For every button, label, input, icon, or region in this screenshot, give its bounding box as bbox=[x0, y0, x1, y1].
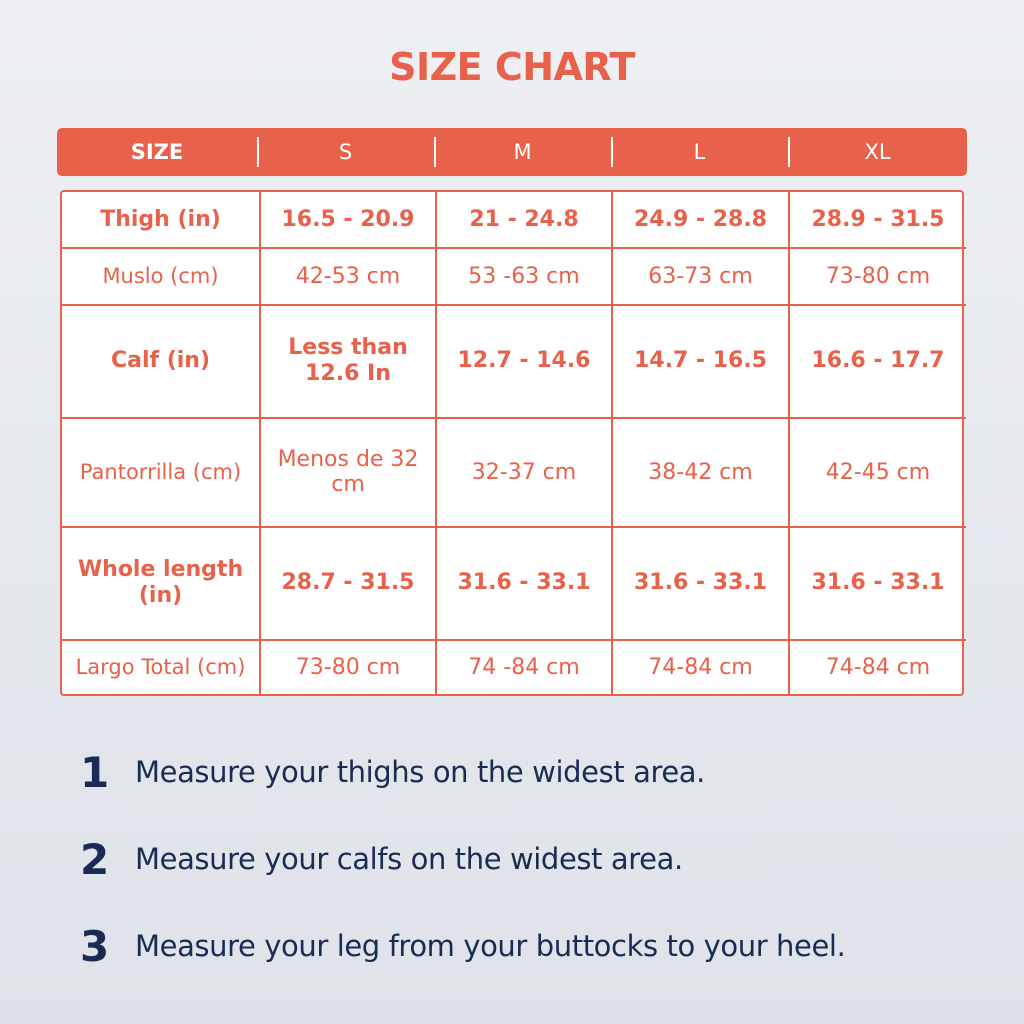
header-cell-size: SIZE bbox=[130, 140, 184, 164]
table-row-calf-in bbox=[62, 305, 966, 418]
size-table bbox=[60, 190, 964, 696]
size-value: 73-80 cm bbox=[260, 640, 436, 694]
size-value: 74-84 cm bbox=[789, 640, 966, 694]
instruction-number: 2 bbox=[80, 834, 110, 884]
size-value: 31.6 - 33.1 bbox=[789, 527, 966, 640]
size-value: 73-80 cm bbox=[789, 248, 966, 304]
measurement-instructions bbox=[80, 742, 980, 1003]
header-cell-l: L bbox=[611, 128, 788, 176]
size-value: 16.5 - 20.9 bbox=[260, 192, 436, 248]
instruction-text: Measure your thighs on the widest area. bbox=[135, 755, 705, 789]
size-value: 21 - 24.8 bbox=[436, 192, 612, 248]
table-row-pantorrilla-cm bbox=[62, 418, 966, 527]
size-value: Menos de 32 cm bbox=[260, 418, 436, 527]
size-value: 24.9 - 28.8 bbox=[612, 192, 789, 248]
instruction-item bbox=[80, 916, 980, 976]
size-value: 38-42 cm bbox=[612, 418, 789, 527]
row-label: Whole length (in) bbox=[62, 527, 260, 640]
table-row-whole-length-in bbox=[62, 527, 966, 640]
size-value: 42-45 cm bbox=[789, 418, 966, 527]
size-value: 12.7 - 14.6 bbox=[436, 305, 612, 418]
row-label: Largo Total (cm) bbox=[62, 640, 260, 694]
size-value: 31.6 - 33.1 bbox=[436, 527, 612, 640]
row-label: Calf (in) bbox=[62, 305, 260, 418]
size-value: 28.7 - 31.5 bbox=[260, 527, 436, 640]
size-value: 53 -63 cm bbox=[436, 248, 612, 304]
table-row-muslo-cm bbox=[62, 248, 966, 304]
size-value: 16.6 - 17.7 bbox=[789, 305, 966, 418]
table-row-largo-total-cm bbox=[62, 640, 966, 694]
instruction-item bbox=[80, 829, 980, 889]
row-label: Pantorrilla (cm) bbox=[62, 418, 260, 527]
instruction-number: 3 bbox=[80, 921, 110, 971]
size-value: 31.6 - 33.1 bbox=[612, 527, 789, 640]
header-cell-s: S bbox=[257, 128, 434, 176]
size-value: Less than 12.6 In bbox=[260, 305, 436, 418]
size-value: 74-84 cm bbox=[612, 640, 789, 694]
row-label: Muslo (cm) bbox=[62, 248, 260, 304]
size-value: 32-37 cm bbox=[436, 418, 612, 527]
size-header-bar bbox=[57, 128, 967, 176]
page-title: SIZE CHART bbox=[389, 45, 635, 89]
size-value: 14.7 - 16.5 bbox=[612, 305, 789, 418]
header-cell-m: M bbox=[434, 128, 611, 176]
row-label: Thigh (in) bbox=[62, 192, 260, 248]
table-row-thigh-in bbox=[62, 192, 966, 248]
size-value: 63-73 cm bbox=[612, 248, 789, 304]
size-value: 28.9 - 31.5 bbox=[789, 192, 966, 248]
instruction-text: Measure your leg from your buttocks to your heel. bbox=[135, 929, 846, 963]
header-cell-xl: XL bbox=[788, 128, 967, 176]
instruction-item bbox=[80, 742, 980, 802]
instruction-number: 1 bbox=[80, 747, 110, 797]
size-value: 42-53 cm bbox=[260, 248, 436, 304]
instruction-text: Measure your calfs on the widest area. bbox=[135, 842, 683, 876]
size-value: 74 -84 cm bbox=[436, 640, 612, 694]
